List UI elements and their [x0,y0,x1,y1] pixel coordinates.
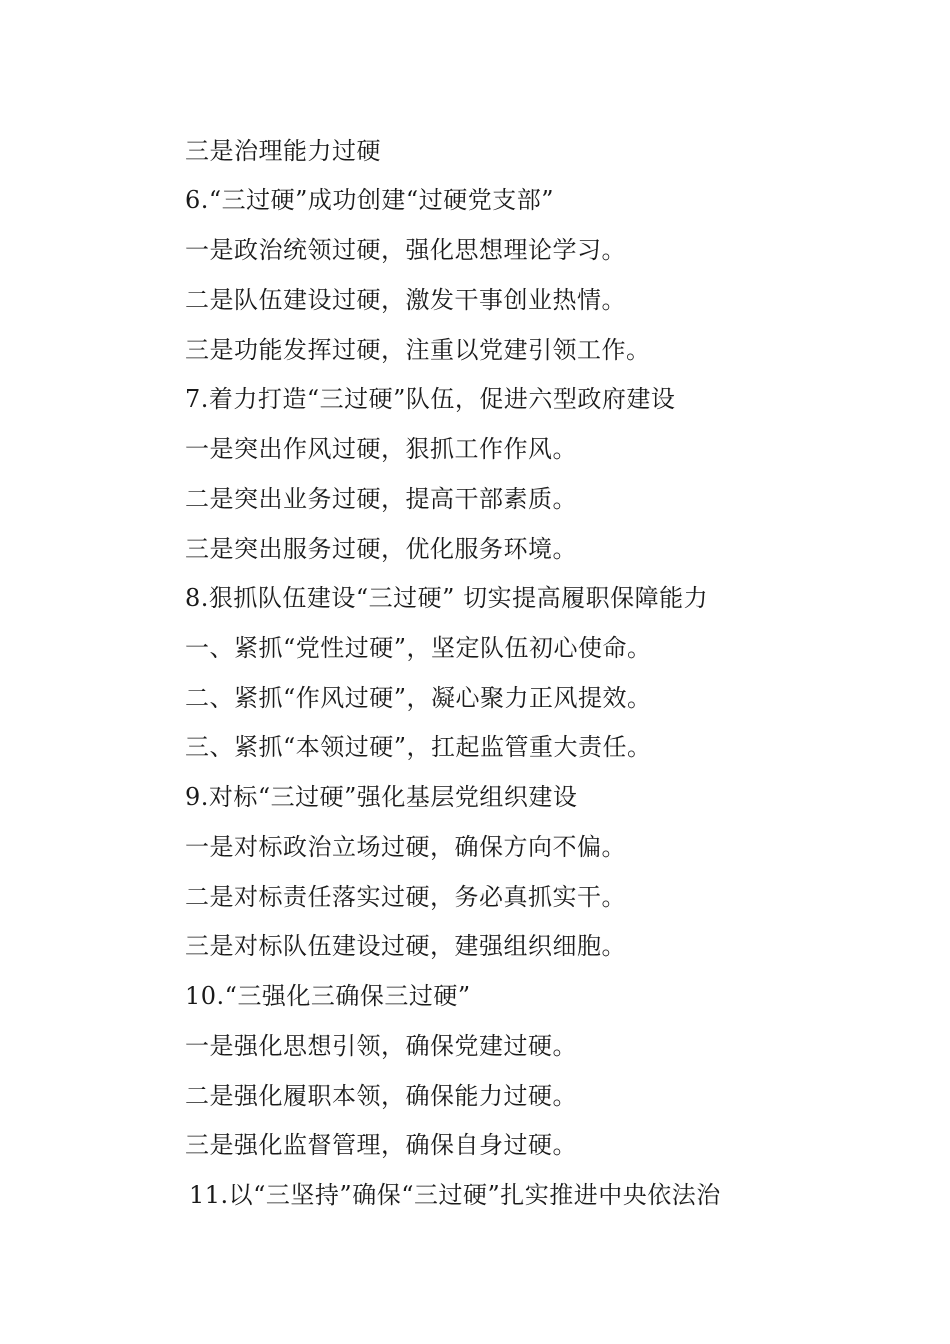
text-line: 二是强化履职本领，确保能力过硬。 [185,1082,577,1110]
text-line: 一是对标政治立场过硬，确保方向不偏。 [185,833,626,861]
text-line: 三是对标队伍建设过硬，建强组织细胞。 [185,932,626,960]
text-line: 一、紧抓“党性过硬”，坚定队伍初心使命。 [185,634,652,662]
section-heading: 9.对标“三过硬”强化基层党组织建设 [185,783,578,811]
section-heading: 7.着力打造“三过硬”队伍，促进六型政府建设 [185,385,676,413]
text-line: 三是强化监督管理，确保自身过硬。 [185,1131,577,1159]
text-line: 二是队伍建设过硬，激发干事创业热情。 [185,286,626,314]
section-heading: 6.“三过硬”成功创建“过硬党支部” [185,186,554,214]
text-line: 二是突出业务过硬，提高干部素质。 [185,485,577,513]
section-heading: 8.狠抓队伍建设“三过硬” 切实提高履职保障能力 [185,584,709,612]
section-heading: 11.以“三坚持”确保“三过硬”扎实推进中央依法治 [189,1181,721,1209]
text-line: 三是突出服务过硬，优化服务环境。 [185,535,577,563]
text-line: 二是对标责任落实过硬，务必真抓实干。 [185,883,626,911]
section-heading: 10.“三强化三确保三过硬” [185,982,471,1010]
text-line: 三、紧抓“本领过硬”，扛起监管重大责任。 [185,733,652,761]
text-line: 一是强化思想引领，确保党建过硬。 [185,1032,577,1060]
text-line: 一是突出作风过硬，狠抓工作作风。 [185,435,577,463]
text-line: 三是功能发挥过硬，注重以党建引领工作。 [185,336,651,364]
text-line: 一是政治统领过硬，强化思想理论学习。 [185,236,626,264]
text-line: 三是治理能力过硬 [185,137,381,165]
text-line: 二、紧抓“作风过硬”，凝心聚力正风提效。 [185,684,652,712]
